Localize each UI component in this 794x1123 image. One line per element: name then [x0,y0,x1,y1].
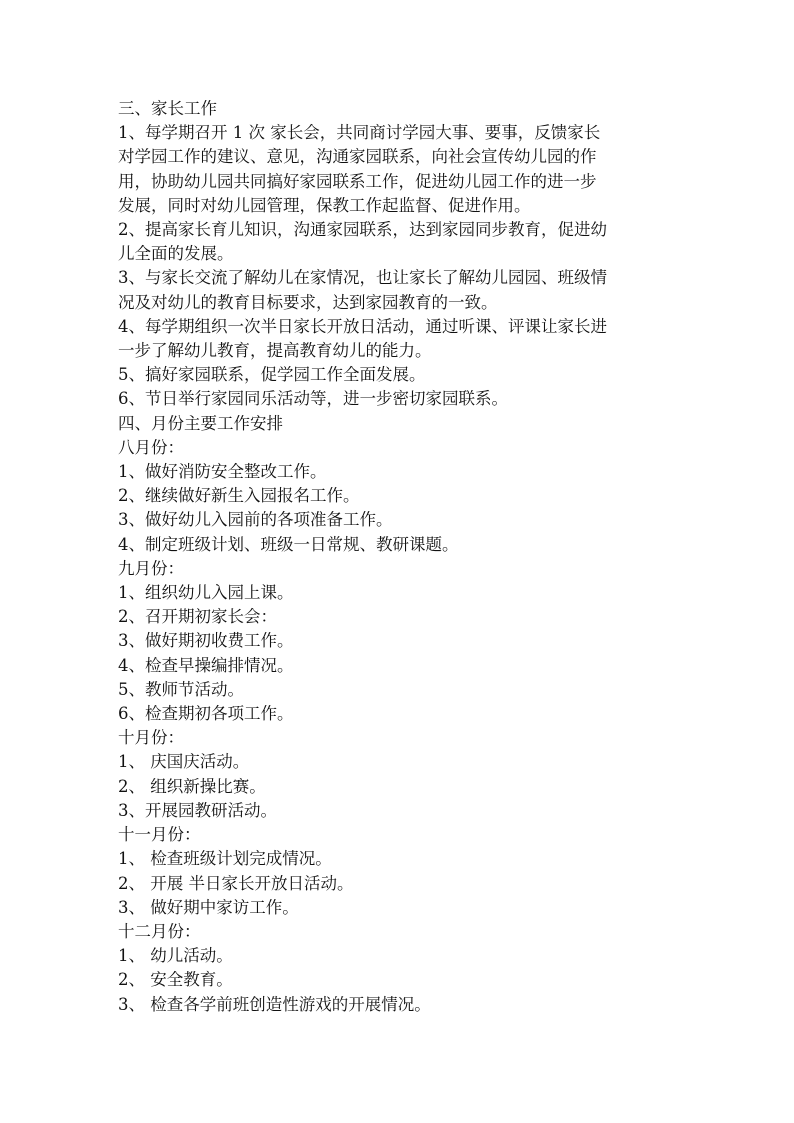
list-item: 1、 检查班级计划完成情况。 [118,849,332,869]
paragraph-line: 发展，同时对幼儿园管理，保教工作起监督、促进作用。 [118,195,531,215]
list-item: 5、教师节活动。 [118,679,244,699]
list-item: 6、检查期初各项工作。 [118,704,294,724]
paragraph-line: 1、每学期召开 1 次 家长会，共同商讨学园大事、要事，反馈家长 [118,123,601,143]
paragraph-line: 3、与家长交流了解幼儿在家情况，也让家长了解幼儿园园、班级情 [118,268,607,288]
section-heading: 三、家长工作 [118,99,217,118]
list-item: 1、组织幼儿入园上课。 [118,583,294,603]
paragraph-line: 对学园工作的建议、意见，沟通家园联系，向社会宣传幼儿园的作 [118,147,597,167]
paragraph-line: 一步了解幼儿教育，提高教育幼儿的能力。 [118,341,432,361]
paragraph-line: 儿全面的发展。 [118,244,234,264]
list-item: 3、做好幼儿入园前的各项准备工作。 [118,510,393,530]
list-item: 2、继续做好新生入园报名工作。 [118,486,360,506]
list-item: 2、 开展 半日家长开放日活动。 [118,873,354,893]
document-body [118,97,690,1017]
list-item: 3、 做好期中家访工作。 [118,897,299,917]
list-item: 2、召开期初家长会： [118,607,277,627]
month-heading: 九月份： [118,558,184,578]
month-heading: 十月份： [118,728,184,748]
paragraph-line: 况及对幼儿的教育目标要求，达到家园教育的一致。 [118,292,498,312]
list-item: 2、 组织新操比赛。 [118,776,266,796]
list-item: 4、检查早操编排情况。 [118,655,294,675]
list-item: 4、制定班级计划、班级一日常规、教研课题。 [118,534,459,554]
list-item: 1、 幼儿活动。 [118,946,233,966]
paragraph-line: 用，协助幼儿园共同搞好家园联系工作，促进幼儿园工作的进一步 [118,171,597,191]
list-item: 3、 检查各学前班创造性游戏的开展情况。 [118,994,431,1014]
paragraph-line: 2、提高家长育儿知识，沟通家园联系，达到家园同步教育，促进幼 [118,220,607,240]
paragraph-line: 4、每学期组织一次半日家长开放日活动，通过听课、评课让家长进 [118,316,607,336]
month-heading: 八月份： [118,437,184,457]
section-heading: 四、月份主要工作安排 [118,413,283,433]
paragraph-line: 5、搞好家园联系，促学园工作全面发展。 [118,365,426,385]
paragraph-line: 6、节日举行家园同乐活动等，进一步密切家园联系。 [118,389,508,409]
list-item: 3、做好期初收费工作。 [118,631,294,651]
month-heading: 十一月份： [118,825,201,845]
month-heading: 十二月份： [118,921,201,941]
list-item: 3、开展园教研活动。 [118,800,277,820]
list-item: 1、做好消防安全整改工作。 [118,462,327,482]
list-item: 1、 庆国庆活动。 [118,752,250,772]
list-item: 2、 安全教育。 [118,970,233,990]
